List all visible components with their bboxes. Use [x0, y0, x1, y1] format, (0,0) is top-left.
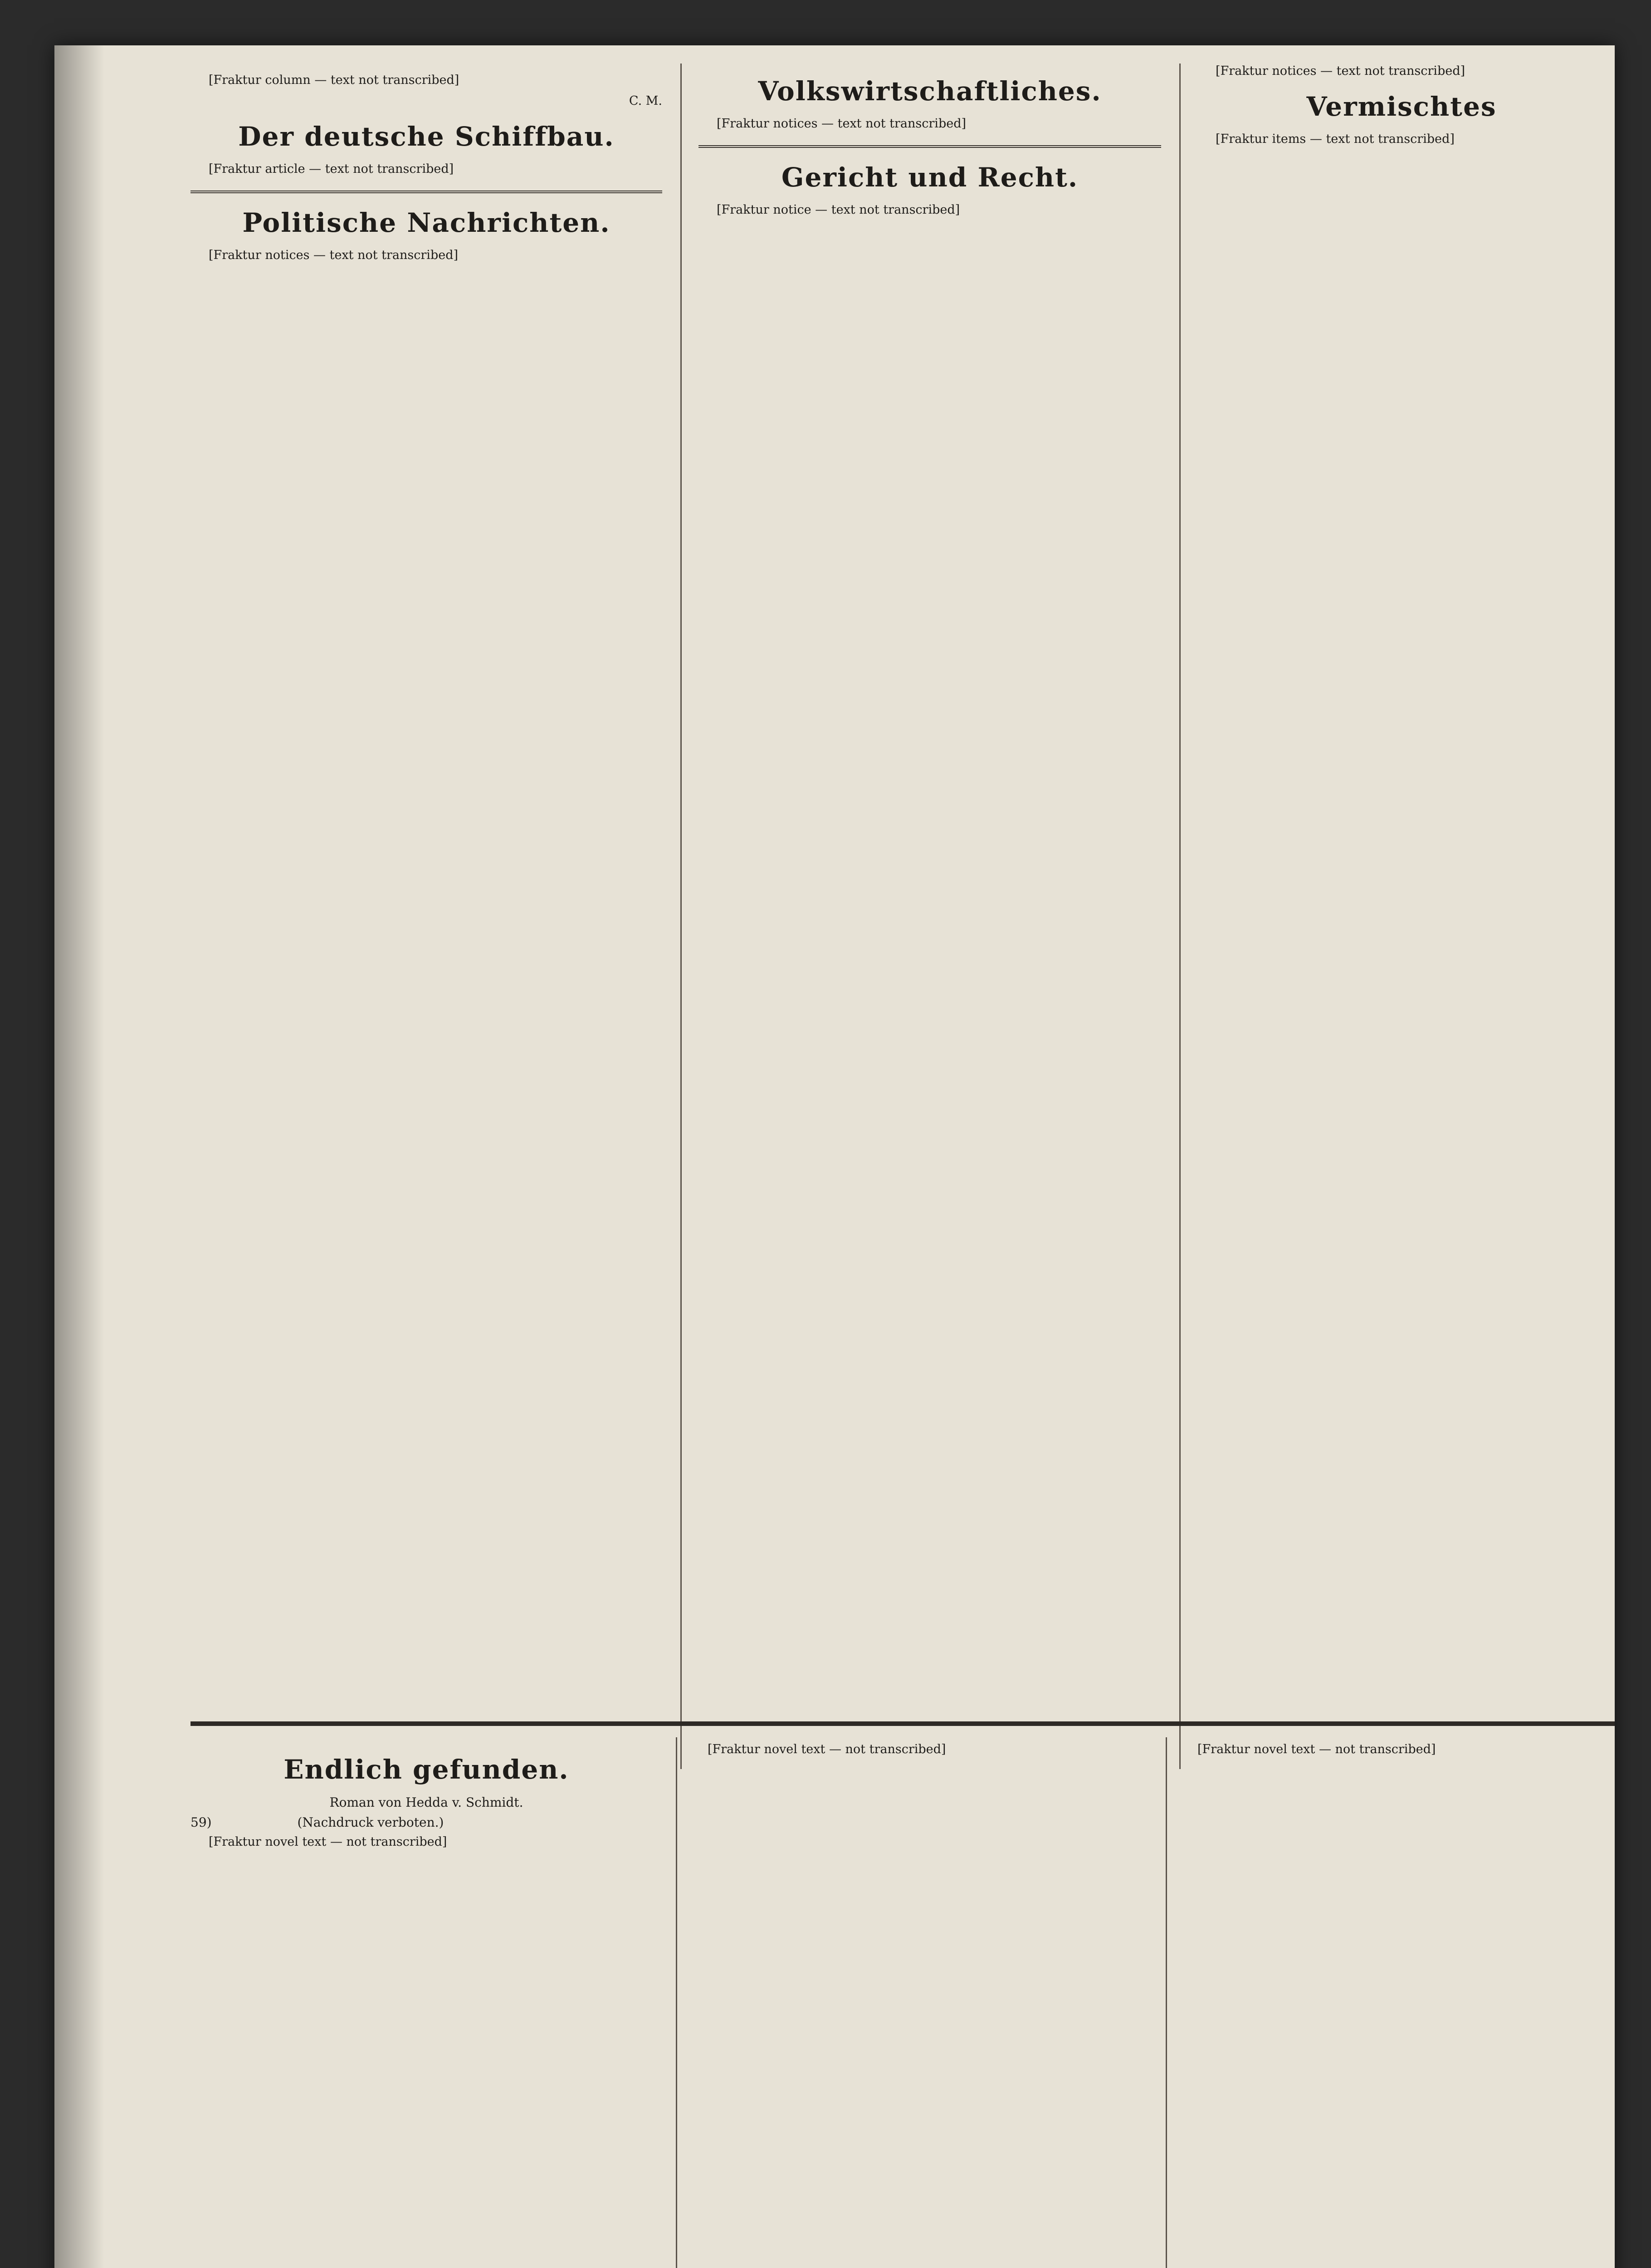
installment-no: 59) — [190, 1815, 212, 1830]
headline-gericht-und-recht: Gericht und Recht. — [781, 162, 1079, 193]
headline-schiffbau: Der deutsche Schiffbau. — [238, 121, 615, 152]
reprint-notice: (Nachdruck verboten.) — [297, 1815, 444, 1830]
novel-column-3: [Fraktur novel text — not transcribed] — [1197, 1742, 1436, 1756]
newspaper-page — [54, 45, 1615, 2268]
novel-column-1: Endlich gefunden. Roman von Hedda v. Schmidt. 59) (Nachdruck verboten.) [Fraktur novel text — not transcribed] — [190, 1742, 662, 1855]
novel-subtitle: Roman von Hedda v. Schmidt. — [329, 1795, 523, 1810]
rule — [698, 145, 1161, 148]
column-rule — [676, 1737, 677, 2268]
novel-title: Endlich gefunden. — [283, 1754, 569, 1785]
column-middle: Volkswirtschaftliches. [Fraktur notices — text not transcribed] Gericht und Recht. [Fraktur notice — text not transcribed] — [698, 64, 1161, 223]
headline-vermischtes: Vermischtes — [1306, 91, 1497, 122]
rule — [190, 191, 662, 193]
headline-politische-nachrichten: Politische Nachrichten. — [242, 207, 611, 238]
installment-number — [190, 1814, 662, 1831]
column-rule — [680, 64, 682, 1769]
headline-volkswirtschaftliches: Volkswirtschaftliches. — [758, 76, 1102, 107]
novel-column-2: [Fraktur novel text — not transcribed] — [708, 1742, 946, 1756]
column-rule — [1179, 64, 1181, 1769]
section-divider — [190, 1721, 1615, 1726]
column-rule — [1166, 1737, 1167, 2268]
column-left: [Fraktur column — text not transcribed] C. M. Der deutsche Schiffbau. [Fraktur article — text not transcribed] Politische Nachrichten. [Fraktur notices — text not transcribed] — [190, 73, 662, 269]
column-right: [Fraktur notices — text not transcribed] Vermischtes [Fraktur items — text not transcribed] — [1197, 64, 1606, 152]
article-signature: C. M. — [629, 94, 662, 108]
